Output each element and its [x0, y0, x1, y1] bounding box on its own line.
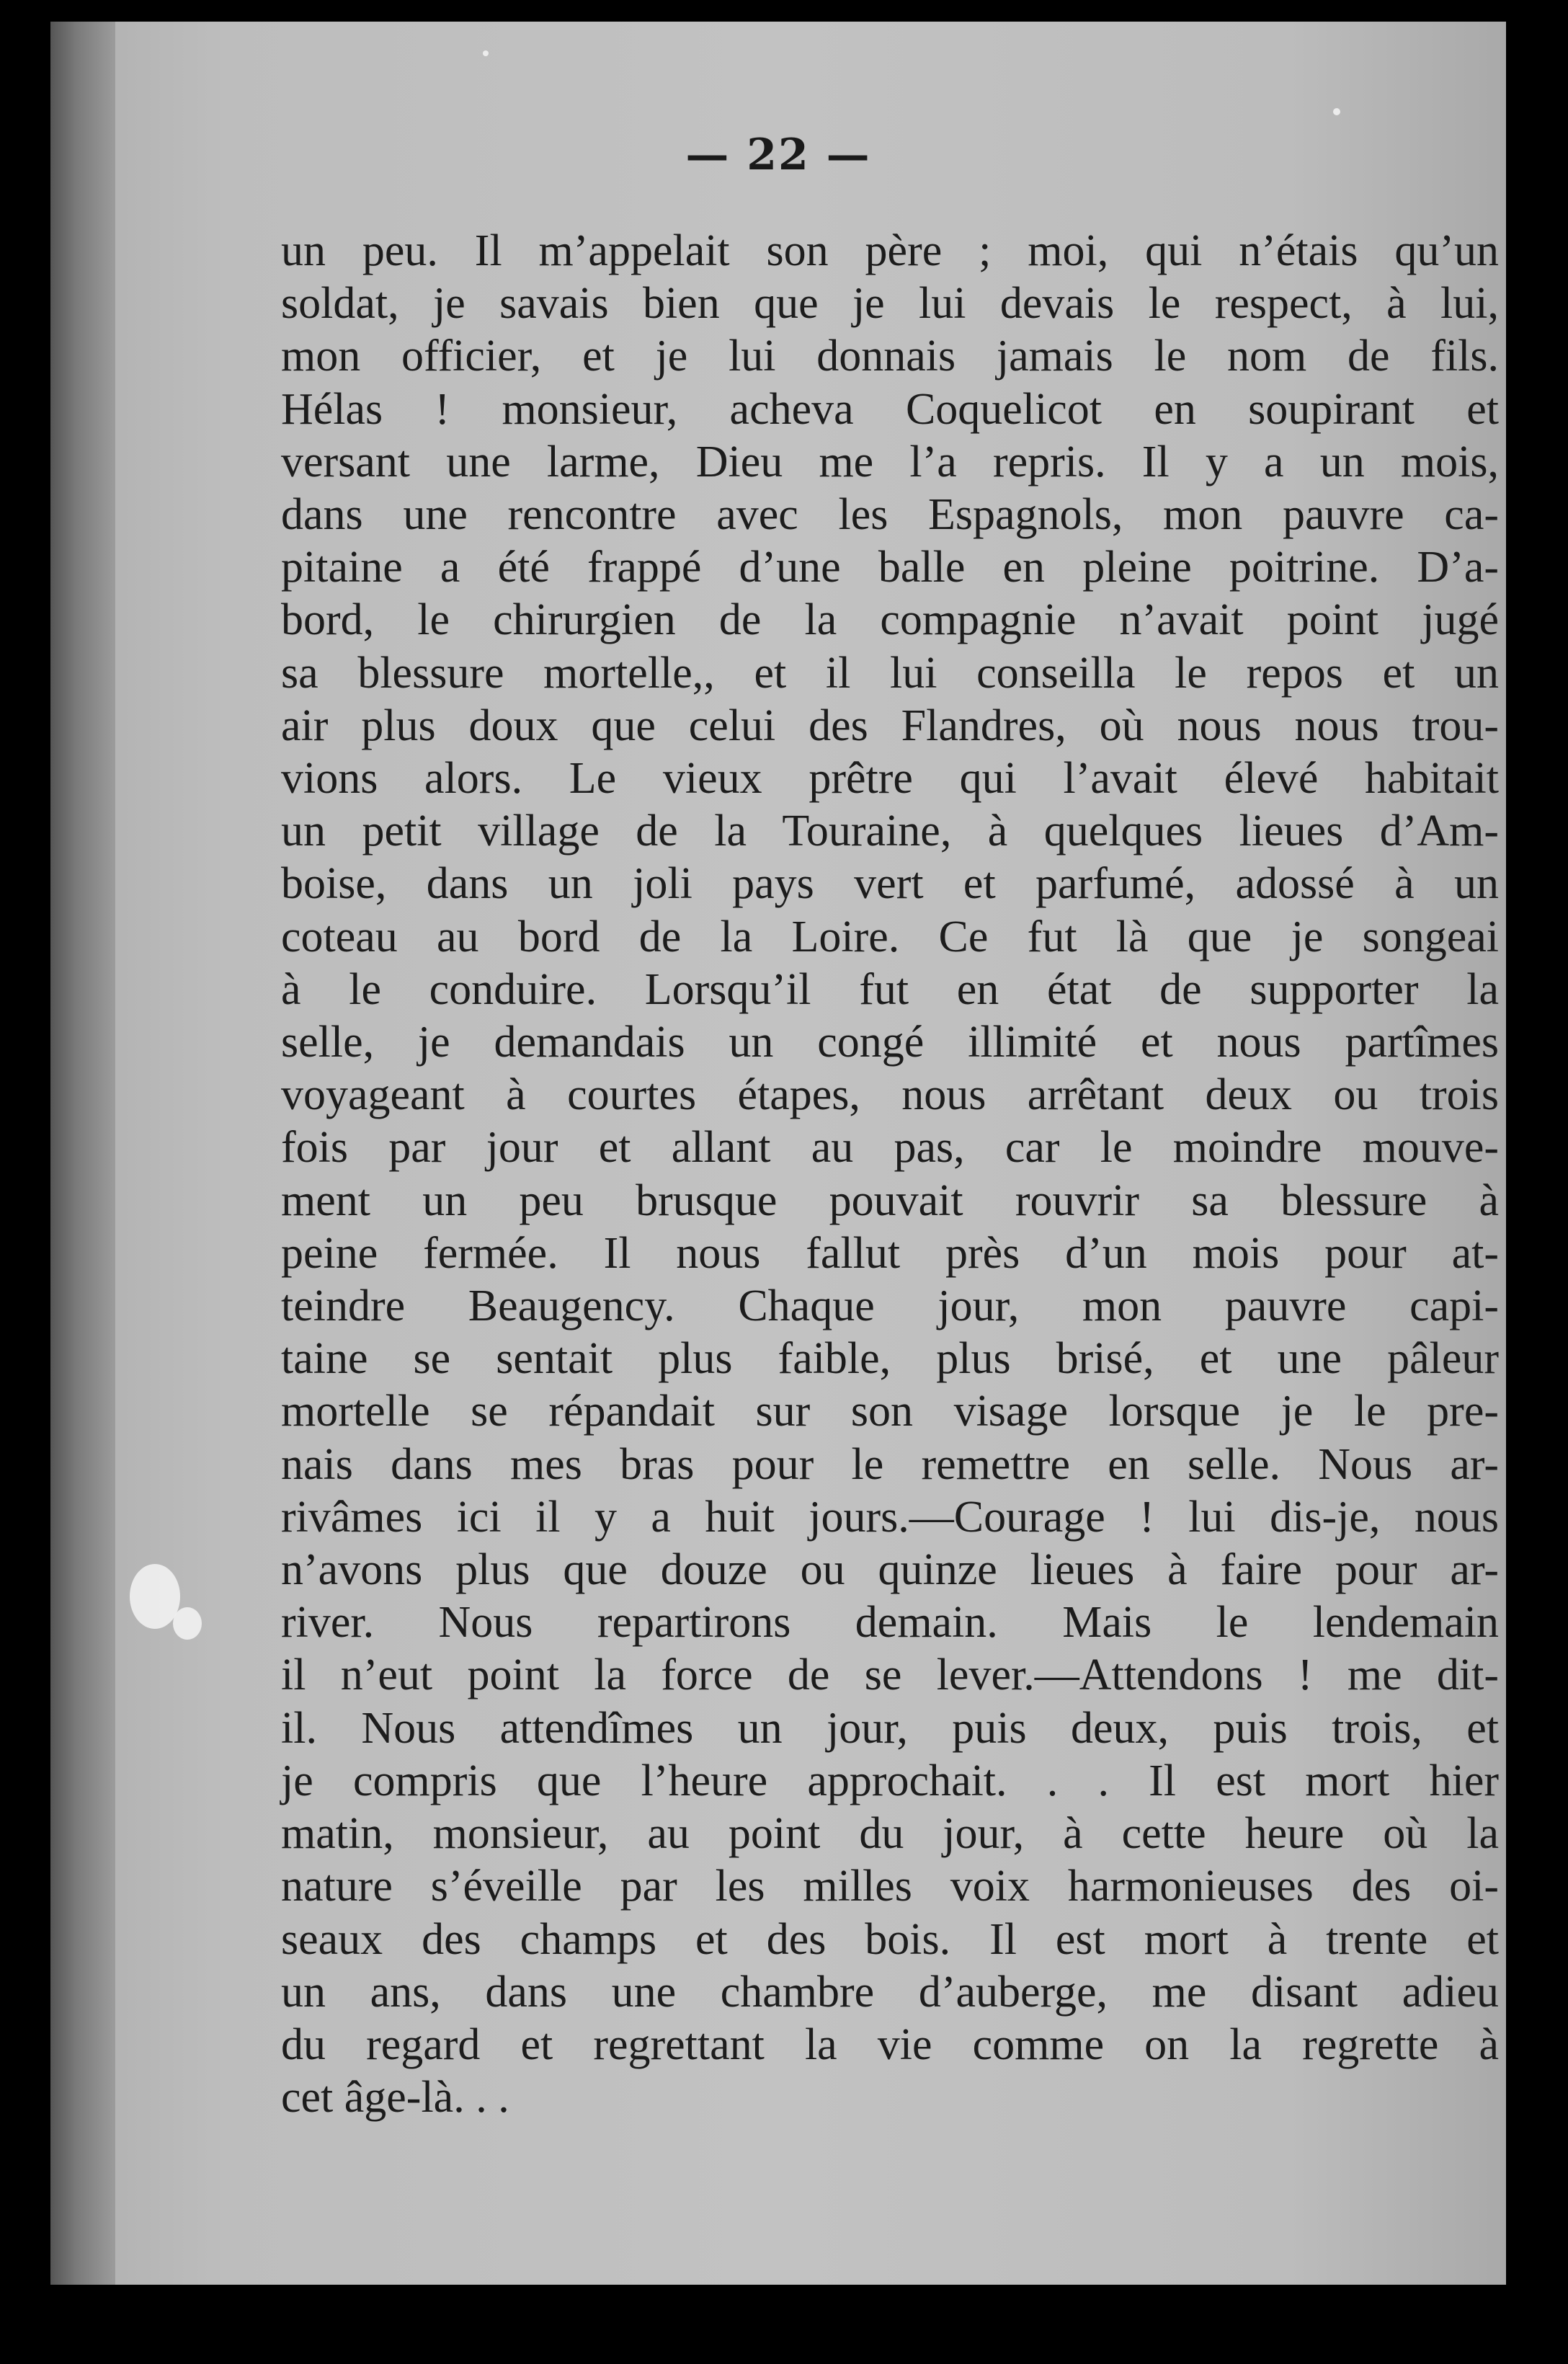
text-line: ment un peu brusque pouvait rouvrir sa blessure à	[281, 1176, 1499, 1225]
scan-blemish	[130, 1564, 180, 1629]
text-line: teindre Beaugency. Chaque jour, mon pauvre capi-	[281, 1281, 1499, 1331]
text-line: coteau au bord de la Loire. Ce fut là que je songeai	[281, 912, 1499, 961]
book-page	[50, 22, 1506, 2285]
text-line: peine fermée. Il nous fallut près d’un mois pour at-	[281, 1228, 1499, 1278]
text-line: bord, le chirurgien de la compagnie n’avait point jugé	[281, 595, 1499, 645]
text-line: air plus doux que celui des Flandres, où nous nous trou-	[281, 701, 1499, 750]
text-line: dans une rencontre avec les Espagnols, mon pauvre ca-	[281, 490, 1499, 540]
text-line: seaux des champs et des bois. Il est mort à trente et	[281, 1914, 1499, 1964]
body-text	[281, 225, 1499, 2124]
text-line: n’avons plus que douze ou quinze lieues à faire pour ar-	[281, 1545, 1499, 1595]
text-line: rivâmes ici il y a huit jours.—Courage ! lui dis-je, nous	[281, 1492, 1499, 1542]
text-line: soldat, je savais bien que je lui devais le respect, à lui,	[281, 279, 1499, 329]
text-line: vions alors. Le vieux prêtre qui l’avait élevé habitait	[281, 754, 1499, 804]
text-line: matin, monsieur, au point du jour, à cette heure où la	[281, 1809, 1499, 1859]
text-line: fois par jour et allant au pas, car le moindre mouve-	[281, 1123, 1499, 1173]
text-line: versant une larme, Dieu me l’a repris. Il y a un mois,	[281, 437, 1499, 486]
text-line: taine se sentait plus faible, plus brisé, et une pâleur	[281, 1334, 1499, 1384]
scan-blemish	[1333, 108, 1340, 115]
text-line: boise, dans un joli pays vert et parfumé, adossé à un	[281, 859, 1499, 909]
page-gutter-shadow	[50, 22, 115, 2285]
text-line: un ans, dans une chambre d’auberge, me disant adieu	[281, 1967, 1499, 2017]
text-line: river. Nous repartirons demain. Mais le lendemain	[281, 1598, 1499, 1648]
text-line: nature s’éveille par les milles voix harmonieuses des oi-	[281, 1862, 1499, 1911]
text-line: il. Nous attendîmes un jour, puis deux, puis trois, et	[281, 1703, 1499, 1753]
text-line: voyageant à courtes étapes, nous arrêtant deux ou trois	[281, 1070, 1499, 1120]
text-line: mortelle se répandait sur son visage lorsque je le pre-	[281, 1387, 1499, 1436]
scan-blemish	[173, 1607, 202, 1640]
page-number: — 22 —	[685, 130, 871, 180]
text-line: sa blessure mortelle,, et il lui conseilla le repos et un	[281, 648, 1499, 698]
text-line: un petit village de la Touraine, à quelques lieues d’Am-	[281, 806, 1499, 856]
text-line: il n’eut point la force de se lever.—Attendons ! me dit-	[281, 1650, 1499, 1700]
text-line: du regard et regrettant la vie comme on la regrette à	[281, 2019, 1499, 2069]
text-line: je compris que l’heure approchait. . . Il est mort hier	[281, 1756, 1499, 1805]
text-line: Hélas ! monsieur, acheva Coquelicot en soupirant et	[281, 384, 1499, 434]
text-line: pitaine a été frappé d’une balle en pleine poitrine. D’a-	[281, 543, 1499, 592]
text-line: à le conduire. Lorsqu’il fut en état de supporter la	[281, 964, 1499, 1014]
text-line: selle, je demandais un congé illimité et nous partîmes	[281, 1018, 1499, 1067]
text-line: cet âge-là. . .	[281, 2073, 509, 2123]
text-line: un peu. Il m’appelait son père ; moi, qui n’étais qu’un	[281, 226, 1499, 275]
text-line: mon officier, et je lui donnais jamais le nom de fils.	[281, 332, 1499, 381]
text-line: nais dans mes bras pour le remettre en selle. Nous ar-	[281, 1439, 1499, 1489]
scan-blemish	[483, 50, 489, 56]
